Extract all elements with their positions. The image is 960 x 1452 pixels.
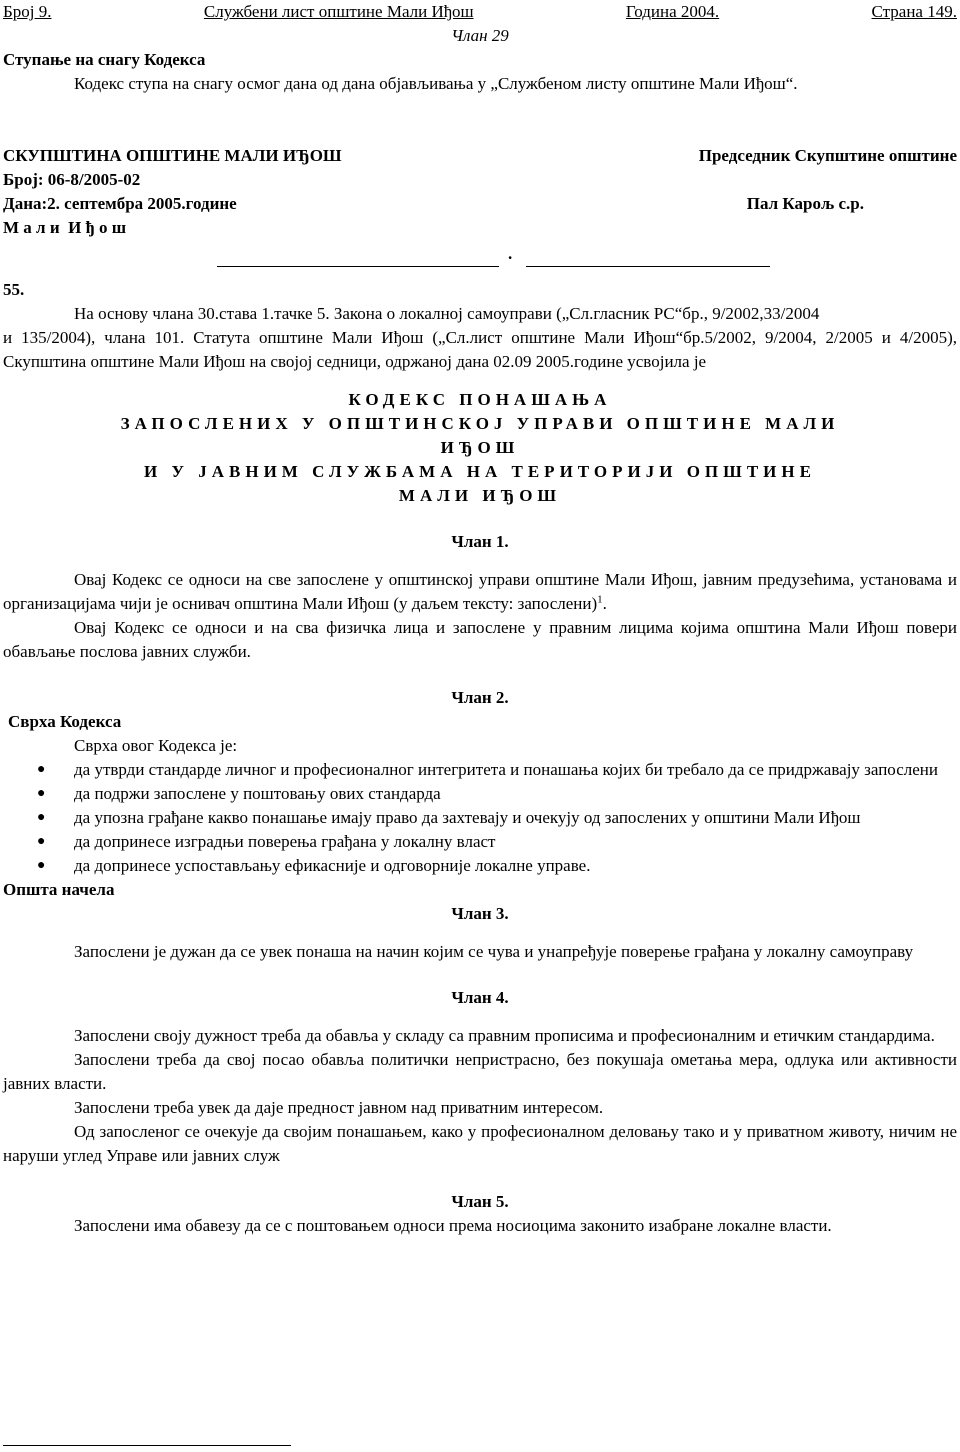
code-title-line-3: ИЂОШ xyxy=(440,438,520,457)
article-4-paragraph-2: Запослени треба да свој посао обавља политички непристрасно, без покушаја ометања мера, одлука или активности јавних власти. xyxy=(3,1050,957,1093)
article-4-paragraph-3: Запослени треба увек да даје предност јавном над приватним интересом. xyxy=(74,1098,604,1117)
article-5-heading: Члан 5. xyxy=(451,1192,509,1211)
signature-line-right xyxy=(526,266,770,267)
document-number: Број: 06-8/2005-02 xyxy=(3,170,141,189)
item-number: 55. xyxy=(3,280,25,299)
article-3-text: Запослени је дужан да се увек понаша на начин којим се чува и унапређује поверење грађана у локалну самоуправу xyxy=(74,942,914,961)
article-1-heading: Члан 1. xyxy=(451,532,509,551)
list-item-text: да подржи запослене у поштовању ових стандарда xyxy=(74,784,441,803)
signature-lines xyxy=(3,240,957,274)
issue-number: Број 9. xyxy=(3,2,52,21)
article-4-heading: Члан 4. xyxy=(451,988,509,1007)
signature-row-1 xyxy=(3,144,957,168)
article-29-text: Кодекс ступа на снагу осмог дана од дана објављивања у „Службеном листу општине Мали Иђош“. xyxy=(74,74,798,93)
article-1-paragraph-2: Овај Кодекс се односи и на сва физичка лица и запослене у правним лицима којима општина Мали Иђош повери обављање послова јавних служби. xyxy=(3,618,957,661)
principles-side-heading: Општа начела xyxy=(3,880,115,899)
bullet-icon: ● xyxy=(37,834,46,849)
assembly-name: СКУПШТИНА ОПШТИНЕ МАЛИ ИЂОШ xyxy=(3,146,342,165)
list-item-text: да утврди стандарде личног и професионалног интегритета и понашања којих би требало да се придржавају запослени xyxy=(74,760,938,779)
article-1-paragraph-1-text: Овај Кодекс се односи на све запослене у општинској управи општине Мали Иђош, јавним предузећима, установама и организацијама чији је оснивач општина Мали Иђош (у даљем тексту: запослени) xyxy=(3,570,957,613)
code-title-line-1: КОДЕКС ПОНАШАЊА xyxy=(348,390,612,409)
list-item-text: да допринесе изградњи поверења грађана у локалну власт xyxy=(74,832,496,851)
article-29-heading: Члан 29 xyxy=(451,26,509,45)
article-4-paragraph-1: Запослени своју дужност треба да обавља у складу са правним прописима и професионалним и етичким стандардима. xyxy=(74,1026,935,1045)
signature-row-3 xyxy=(3,192,957,216)
article-2-heading: Члан 2. xyxy=(451,688,509,707)
document-date: Дана:2. септембра 2005.године xyxy=(3,194,237,213)
article-1-paragraph-1-end: . xyxy=(602,594,607,613)
footnote-marker[interactable]: 1 xyxy=(597,593,603,606)
footnote-separator xyxy=(3,1445,291,1446)
signature-dot: . xyxy=(508,244,513,263)
place-name: М а л и И ђ о ш xyxy=(3,218,127,237)
code-title-line-4: И У ЈАВНИМ СЛУЖБАМА НА ТЕРИТОРИЈИ ОПШТИНЕ xyxy=(144,462,816,481)
preamble-rest: и 135/2004), члана 101. Статута општине Мали Иђош („Сл.лист општине Мали Иђош“бр.5/2002, 9/2004, 2/2005 и 4/2005), Скупштина општине Мали Иђош на својој седници, одржаној дана 02.09 2005.године усвојила је xyxy=(3,328,957,371)
purpose-side-heading: Сврха Кодекса xyxy=(8,712,122,731)
article-4-paragraph-4: Од запосленог се очекује да својим понашањем, како у професионалном деловању тако и у приватном животу, ничим не наруши углед Управе или јавних служ xyxy=(3,1122,957,1165)
bullet-icon: ● xyxy=(37,786,46,801)
preamble-first-line: На основу члана 30.става 1.тачке 5. Закона о локалној самоуправи („Сл.гласник РС“бр., 9/2002,33/2004 xyxy=(74,304,820,323)
list-item-text: да упозна грађане какво понашање имају право да захтевају и очекују од запослених у општини Мали Иђош xyxy=(74,808,861,827)
purpose-list xyxy=(3,758,957,878)
signature-line-left xyxy=(217,266,499,267)
bullet-icon: ● xyxy=(37,858,46,873)
list-item xyxy=(3,854,957,878)
code-title-line-5: МАЛИ ИЂОШ xyxy=(398,486,562,505)
list-item xyxy=(3,806,957,830)
list-item xyxy=(3,782,957,806)
president-title: Председник Скупштине општине xyxy=(698,146,957,165)
page-header xyxy=(3,0,957,24)
article-29-subtitle: Ступање на снагу Кодекса xyxy=(3,50,206,69)
journal-title: Службени лист општине Мали Иђош xyxy=(203,2,474,21)
journal-year: Година 2004. xyxy=(625,2,720,21)
page-number: Страна 149. xyxy=(871,2,957,21)
article-5-text: Запослени има обавезу да се с поштовањем односи према носиоцима законито изабране локалне власти. xyxy=(74,1216,832,1235)
purpose-intro: Сврха овог Кодекса је: xyxy=(74,736,238,755)
code-title-line-2: ЗАПОСЛЕНИХ У ОПШТИНСКОЈ УПРАВИ ОПШТИНЕ МАЛИ xyxy=(120,414,840,433)
president-name: Пал Карољ с.р. xyxy=(746,194,864,213)
bullet-icon: ● xyxy=(37,810,46,825)
list-item-text: да допринесе успостављању ефикасније и одговорније локалне управе. xyxy=(74,856,591,875)
list-item xyxy=(3,830,957,854)
document-page xyxy=(3,0,957,1238)
article-1-paragraph-1 xyxy=(3,568,957,616)
bullet-icon: ● xyxy=(37,762,46,777)
article-3-heading: Члан 3. xyxy=(451,904,509,923)
list-item xyxy=(3,758,957,782)
